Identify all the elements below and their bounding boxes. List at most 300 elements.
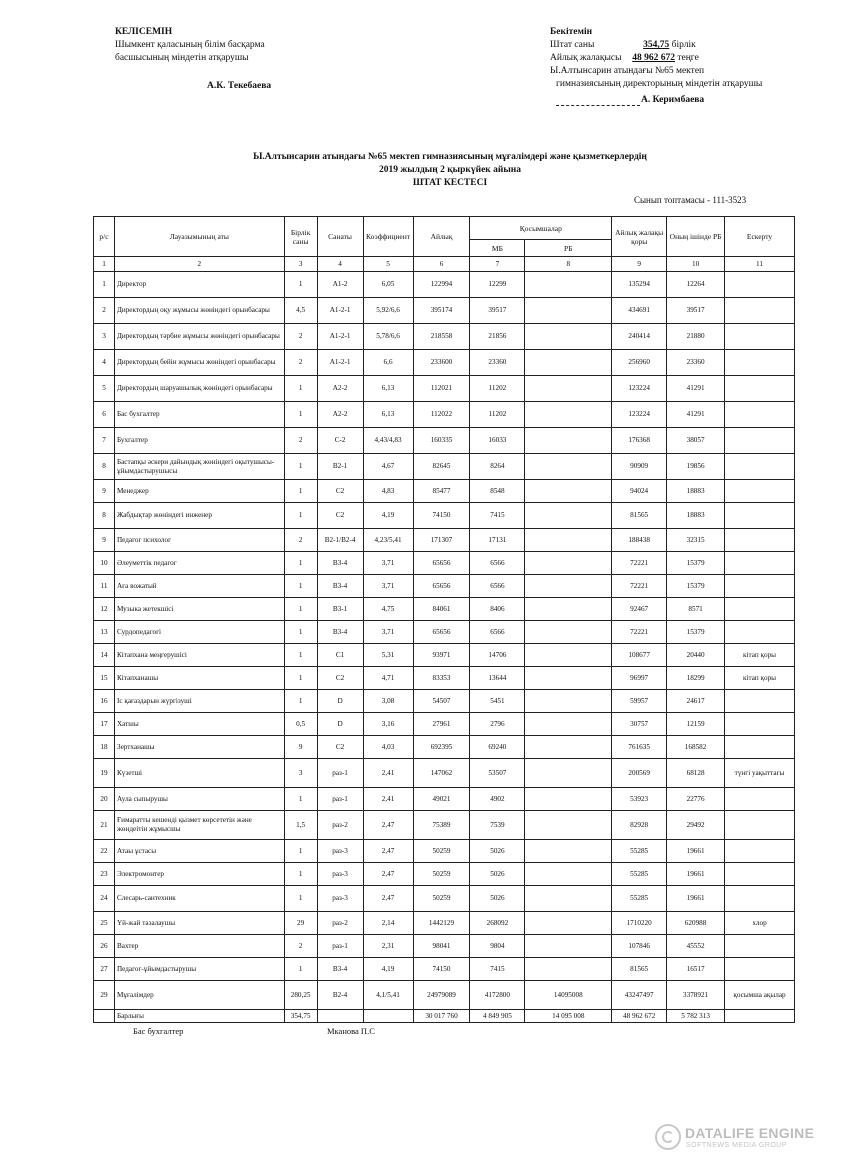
category-cell: А1-2-1 bbox=[317, 350, 363, 376]
rb-total-cell: 68128 bbox=[667, 759, 725, 788]
approval-left-title: КЕЛІСЕМІН bbox=[115, 27, 173, 37]
rb-total-cell: 21880 bbox=[667, 324, 725, 350]
total-monthly-cell: 43247497 bbox=[612, 981, 667, 1010]
table-row bbox=[94, 272, 795, 298]
table-row bbox=[94, 552, 795, 575]
total-monthly-cell: 72221 bbox=[612, 575, 667, 598]
table-row bbox=[94, 324, 795, 350]
coefficient-cell: 6,6 bbox=[363, 350, 413, 376]
rb-cell bbox=[525, 840, 612, 863]
total-monthly-cell: 55285 bbox=[612, 840, 667, 863]
units-cell: 1 bbox=[284, 788, 317, 811]
row-num: 29 bbox=[94, 981, 115, 1010]
coefficient-cell: 2,41 bbox=[363, 759, 413, 788]
rb-total-cell: 16517 bbox=[667, 958, 725, 981]
col-header-category: Санаты bbox=[317, 217, 363, 257]
rb-cell bbox=[525, 454, 612, 480]
table-row bbox=[94, 863, 795, 886]
rb-total-cell: 32315 bbox=[667, 529, 725, 552]
position-cell: Аға вожатый bbox=[114, 575, 284, 598]
row-num: 7 bbox=[94, 428, 115, 454]
note-cell bbox=[725, 713, 795, 736]
rb-cell bbox=[525, 759, 612, 788]
rb-total-cell: 45552 bbox=[667, 935, 725, 958]
coefficient-cell: 5,78/6,6 bbox=[363, 324, 413, 350]
column-number-cell: 7 bbox=[470, 257, 525, 272]
category-cell: С2 bbox=[317, 480, 363, 503]
tariff-note: Сынып топтамасы - 111-3523 bbox=[634, 195, 747, 205]
col-header-rb-total: Оның ішінде РБ bbox=[667, 217, 725, 257]
col-header-position: Лауазымының аты bbox=[114, 217, 284, 257]
mb-cell: 8548 bbox=[470, 480, 525, 503]
table-row bbox=[94, 644, 795, 667]
rb-total-cell: 19856 bbox=[667, 454, 725, 480]
position-cell: Педагог-ұйымдастырушы bbox=[114, 958, 284, 981]
table-row bbox=[94, 454, 795, 480]
row-num: 18 bbox=[94, 736, 115, 759]
coefficient-cell: 3,16 bbox=[363, 713, 413, 736]
approval-left-line2: Шымкент қаласының білім басқарма bbox=[115, 40, 265, 50]
note-cell bbox=[725, 935, 795, 958]
units-cell: 1 bbox=[284, 621, 317, 644]
table-row bbox=[94, 598, 795, 621]
rb-cell bbox=[525, 912, 612, 935]
position-cell: Іс қағаздарын жүргізуші bbox=[114, 690, 284, 713]
units-cell: 1 bbox=[284, 272, 317, 298]
column-number-cell: 6 bbox=[413, 257, 470, 272]
mb-cell: 13644 bbox=[470, 667, 525, 690]
units-cell: 1 bbox=[284, 886, 317, 912]
row-num: 3 bbox=[94, 324, 115, 350]
position-cell: Бастапқы әскери дайындық жөніндегі оқытушысы-ұйымдастырушысы bbox=[114, 454, 284, 480]
row-num: 6 bbox=[94, 402, 115, 428]
category-cell: раз-3 bbox=[317, 840, 363, 863]
units-cell: 1 bbox=[284, 454, 317, 480]
salary-cell: 82645 bbox=[413, 454, 470, 480]
row-num: 26 bbox=[94, 935, 115, 958]
staff-table bbox=[93, 216, 795, 1023]
coefficient-cell: 3,71 bbox=[363, 621, 413, 644]
column-number-cell: 9 bbox=[612, 257, 667, 272]
units-cell: 1 bbox=[284, 552, 317, 575]
rb-total-cell: 18299 bbox=[667, 667, 725, 690]
rb-total-cell: 22776 bbox=[667, 788, 725, 811]
units-cell: 2 bbox=[284, 935, 317, 958]
salary-cell: 50259 bbox=[413, 840, 470, 863]
rb-total-cell: 15379 bbox=[667, 621, 725, 644]
position-cell: Директордың бейін жұмысы жөніндегі орынбасары bbox=[114, 350, 284, 376]
salary-cell: 50259 bbox=[413, 886, 470, 912]
row-num: 4 bbox=[94, 350, 115, 376]
rb-cell bbox=[525, 503, 612, 529]
column-number-cell: 2 bbox=[114, 257, 284, 272]
note-cell bbox=[725, 529, 795, 552]
note-cell bbox=[725, 958, 795, 981]
units-cell: 1 bbox=[284, 690, 317, 713]
units-cell: 29 bbox=[284, 912, 317, 935]
salary-cell: 395174 bbox=[413, 298, 470, 324]
total-monthly-cell: 176368 bbox=[612, 428, 667, 454]
mb-cell: 7415 bbox=[470, 958, 525, 981]
row-num: 13 bbox=[94, 621, 115, 644]
col-header-units: Бірлік саны bbox=[284, 217, 317, 257]
category-cell: С1 bbox=[317, 644, 363, 667]
units-cell: 1 bbox=[284, 376, 317, 402]
row-num: 11 bbox=[94, 575, 115, 598]
salary-cell: 147062 bbox=[413, 759, 470, 788]
document-title bbox=[150, 151, 750, 190]
salary-cell: 85477 bbox=[413, 480, 470, 503]
units-cell: 1 bbox=[284, 402, 317, 428]
position-cell: Күзетші bbox=[114, 759, 284, 788]
rb-cell: 14095008 bbox=[525, 981, 612, 1010]
position-cell: Мұғалімдер bbox=[114, 981, 284, 1010]
units-cell: 0,5 bbox=[284, 713, 317, 736]
salary-fund-line bbox=[550, 52, 800, 65]
rb-total-cell: 41291 bbox=[667, 376, 725, 402]
coefficient-cell: 3,08 bbox=[363, 690, 413, 713]
mb-cell: 12299 bbox=[470, 272, 525, 298]
mb-cell: 11202 bbox=[470, 376, 525, 402]
rb-cell bbox=[525, 690, 612, 713]
coefficient-cell: 2,14 bbox=[363, 912, 413, 935]
coefficient-cell: 2,41 bbox=[363, 788, 413, 811]
approval-left-signer: А.К. Текебаева bbox=[207, 81, 272, 91]
total-monthly-cell: 92467 bbox=[612, 598, 667, 621]
col-header-additions: Қосымшалар bbox=[470, 217, 612, 240]
row-num: 12 bbox=[94, 598, 115, 621]
mb-cell: 5026 bbox=[470, 863, 525, 886]
rb-cell bbox=[525, 935, 612, 958]
table-row bbox=[94, 402, 795, 428]
units-cell: 2 bbox=[284, 428, 317, 454]
table-row bbox=[94, 667, 795, 690]
column-number-cell: 5 bbox=[363, 257, 413, 272]
rb-total-cell: 20440 bbox=[667, 644, 725, 667]
units-cell: 1 bbox=[284, 863, 317, 886]
coefficient-cell: 2,47 bbox=[363, 886, 413, 912]
total-monthly-cell: 107846 bbox=[612, 935, 667, 958]
position-cell: Аула сыпырушы bbox=[114, 788, 284, 811]
category-cell: В3-4 bbox=[317, 958, 363, 981]
row-num: 23 bbox=[94, 863, 115, 886]
total-empty bbox=[725, 1010, 795, 1023]
rb-cell bbox=[525, 713, 612, 736]
rb-cell bbox=[525, 886, 612, 912]
col-header-rb: РБ bbox=[525, 240, 612, 257]
row-num: 15 bbox=[94, 667, 115, 690]
position-cell: Әлеуметтік педагог bbox=[114, 552, 284, 575]
note-cell: кітап қоры bbox=[725, 667, 795, 690]
rb-cell bbox=[525, 298, 612, 324]
rb-cell bbox=[525, 736, 612, 759]
coefficient-cell: 6,13 bbox=[363, 402, 413, 428]
salary-cell: 1442129 bbox=[413, 912, 470, 935]
position-cell: Директордың тәрбие жұмысы жөніндегі орынбасары bbox=[114, 324, 284, 350]
rb-total-cell: 24617 bbox=[667, 690, 725, 713]
units-cell: 1 bbox=[284, 575, 317, 598]
staff-count-value: 354,75 bbox=[643, 40, 670, 50]
total-salary: 30 017 760 bbox=[413, 1010, 470, 1023]
position-cell: Жабдықтар жөніндегі инженер bbox=[114, 503, 284, 529]
total-empty bbox=[363, 1010, 413, 1023]
footer-chief-accountant-label: Бас бухгалтер bbox=[133, 1026, 184, 1036]
note-cell bbox=[725, 272, 795, 298]
coefficient-cell: 5,92/6,6 bbox=[363, 298, 413, 324]
rb-cell bbox=[525, 376, 612, 402]
rb-total-cell: 18883 bbox=[667, 503, 725, 529]
rb-total-cell: 19661 bbox=[667, 886, 725, 912]
title-line3: ШТАТ КЕСТЕСІ bbox=[412, 178, 488, 188]
column-number-cell: 8 bbox=[525, 257, 612, 272]
total-monthly-cell: 123224 bbox=[612, 376, 667, 402]
salary-cell: 218558 bbox=[413, 324, 470, 350]
staff-count-unit: бірлік bbox=[671, 40, 696, 50]
salary-cell: 49021 bbox=[413, 788, 470, 811]
mb-cell: 39517 bbox=[470, 298, 525, 324]
rb-total-cell: 19661 bbox=[667, 840, 725, 863]
category-cell: В2-4 bbox=[317, 981, 363, 1010]
salary-cell: 84061 bbox=[413, 598, 470, 621]
category-cell: раз-1 bbox=[317, 759, 363, 788]
mb-cell: 5026 bbox=[470, 840, 525, 863]
row-num: 17 bbox=[94, 713, 115, 736]
note-cell bbox=[725, 863, 795, 886]
approval-left-line3: басшысының міндетін атқарушы bbox=[115, 53, 249, 63]
table-row bbox=[94, 713, 795, 736]
note-cell: хлор bbox=[725, 912, 795, 935]
mb-cell: 9804 bbox=[470, 935, 525, 958]
coefficient-cell: 3,71 bbox=[363, 552, 413, 575]
coefficient-cell: 4,67 bbox=[363, 454, 413, 480]
category-cell: В2-1 bbox=[317, 454, 363, 480]
row-num: 8 bbox=[94, 454, 115, 480]
units-cell: 1 bbox=[284, 667, 317, 690]
units-cell: 1 bbox=[284, 480, 317, 503]
total-monthly-cell: 434691 bbox=[612, 298, 667, 324]
rb-total-cell: 39517 bbox=[667, 298, 725, 324]
total-monthly-cell: 188438 bbox=[612, 529, 667, 552]
watermark-line2: SOFTNEWS MEDIA GROUP bbox=[686, 1142, 788, 1149]
note-cell bbox=[725, 324, 795, 350]
total-row bbox=[94, 1010, 795, 1023]
rb-total-cell: 41291 bbox=[667, 402, 725, 428]
row-num: 2 bbox=[94, 298, 115, 324]
row-num: 24 bbox=[94, 886, 115, 912]
salary-cell: 65656 bbox=[413, 552, 470, 575]
coefficient-cell: 4,23/5,41 bbox=[363, 529, 413, 552]
rb-cell bbox=[525, 788, 612, 811]
mb-cell: 17131 bbox=[470, 529, 525, 552]
coefficient-cell: 2,31 bbox=[363, 935, 413, 958]
row-num: 21 bbox=[94, 811, 115, 840]
mb-cell: 5451 bbox=[470, 690, 525, 713]
col-header-salary: Айлық bbox=[413, 217, 470, 257]
coefficient-cell: 6,13 bbox=[363, 376, 413, 402]
mb-cell: 8264 bbox=[470, 454, 525, 480]
table-row bbox=[94, 690, 795, 713]
row-num: 16 bbox=[94, 690, 115, 713]
salary-cell: 65656 bbox=[413, 575, 470, 598]
position-cell: Атаы ұстасы bbox=[114, 840, 284, 863]
position-cell: Менеджер bbox=[114, 480, 284, 503]
position-cell: Вахтер bbox=[114, 935, 284, 958]
rb-cell bbox=[525, 402, 612, 428]
note-cell bbox=[725, 480, 795, 503]
total-monthly-cell: 90909 bbox=[612, 454, 667, 480]
total-monthly-cell: 123224 bbox=[612, 402, 667, 428]
total-empty bbox=[94, 1010, 115, 1023]
rb-cell bbox=[525, 863, 612, 886]
note-cell bbox=[725, 454, 795, 480]
coefficient-cell: 4,19 bbox=[363, 503, 413, 529]
units-cell: 2 bbox=[284, 529, 317, 552]
rb-cell bbox=[525, 621, 612, 644]
mb-cell: 6566 bbox=[470, 575, 525, 598]
watermark-line1: DATALIFE ENGINE bbox=[685, 1125, 815, 1141]
note-cell bbox=[725, 690, 795, 713]
table-row bbox=[94, 759, 795, 788]
total-monthly-cell: 81565 bbox=[612, 503, 667, 529]
rb-cell bbox=[525, 272, 612, 298]
rb-total-cell: 19661 bbox=[667, 863, 725, 886]
column-number-cell: 3 bbox=[284, 257, 317, 272]
total-monthly-cell: 72221 bbox=[612, 552, 667, 575]
salary-cell: 75389 bbox=[413, 811, 470, 840]
category-cell: С-2 bbox=[317, 428, 363, 454]
note-cell bbox=[725, 350, 795, 376]
table-row bbox=[94, 575, 795, 598]
position-cell: Бас бухгалтер bbox=[114, 402, 284, 428]
row-num: 14 bbox=[94, 644, 115, 667]
units-cell: 1,5 bbox=[284, 811, 317, 840]
rb-cell bbox=[525, 324, 612, 350]
col-header-num: р/с bbox=[94, 217, 115, 257]
table-row bbox=[94, 529, 795, 552]
datalife-logo-icon bbox=[655, 1124, 681, 1150]
units-cell: 1 bbox=[284, 958, 317, 981]
row-num: 25 bbox=[94, 912, 115, 935]
rb-total-cell: 38057 bbox=[667, 428, 725, 454]
category-cell: раз-2 bbox=[317, 811, 363, 840]
position-cell: Слесарь-сантехник bbox=[114, 886, 284, 912]
rb-cell bbox=[525, 958, 612, 981]
approval-right-line4: Ы.Алтынсарин атындағы №65 мектеп bbox=[550, 66, 705, 76]
row-num: 20 bbox=[94, 788, 115, 811]
rb-cell bbox=[525, 350, 612, 376]
note-cell bbox=[725, 503, 795, 529]
position-cell: Директордың оқу жұмысы жөніндегі орынбасары bbox=[114, 298, 284, 324]
coefficient-cell: 4,71 bbox=[363, 667, 413, 690]
total-monthly-cell: 200569 bbox=[612, 759, 667, 788]
salary-cell: 112021 bbox=[413, 376, 470, 402]
category-cell: раз-3 bbox=[317, 886, 363, 912]
note-cell bbox=[725, 552, 795, 575]
total-monthly: 48 962 672 bbox=[612, 1010, 667, 1023]
coefficient-cell: 4,19 bbox=[363, 958, 413, 981]
position-cell: Педагог психолог bbox=[114, 529, 284, 552]
approval-right-line5: гимназиясының директорының міндетін атқарушы bbox=[556, 79, 763, 89]
position-cell: Үй-жай тазалаушы bbox=[114, 912, 284, 935]
total-monthly-cell: 72221 bbox=[612, 621, 667, 644]
mb-cell: 6566 bbox=[470, 621, 525, 644]
salary-fund-label: Айлық жалақысы bbox=[550, 53, 622, 63]
total-monthly-cell: 761635 bbox=[612, 736, 667, 759]
coefficient-cell: 4,1/5,41 bbox=[363, 981, 413, 1010]
mb-cell: 4902 bbox=[470, 788, 525, 811]
row-num: 19 bbox=[94, 759, 115, 788]
category-cell: В3-4 bbox=[317, 621, 363, 644]
table-row bbox=[94, 912, 795, 935]
rb-total-cell: 18883 bbox=[667, 480, 725, 503]
mb-cell: 11202 bbox=[470, 402, 525, 428]
salary-cell: 54507 bbox=[413, 690, 470, 713]
position-cell: Ғимаратты кешенді қызмет көрсететін және жөндеітін жұмысшы bbox=[114, 811, 284, 840]
total-monthly-cell: 96997 bbox=[612, 667, 667, 690]
table-row bbox=[94, 840, 795, 863]
total-label: Барлығы bbox=[114, 1010, 284, 1023]
position-cell: Электромонтер bbox=[114, 863, 284, 886]
col-header-coefficient: Коэффициент bbox=[363, 217, 413, 257]
total-monthly-cell: 59957 bbox=[612, 690, 667, 713]
note-cell bbox=[725, 840, 795, 863]
rb-cell bbox=[525, 428, 612, 454]
row-num: 1 bbox=[94, 272, 115, 298]
table-row bbox=[94, 376, 795, 402]
total-monthly-cell: 256960 bbox=[612, 350, 667, 376]
mb-cell: 8406 bbox=[470, 598, 525, 621]
row-num: 5 bbox=[94, 376, 115, 402]
coefficient-cell: 2,47 bbox=[363, 840, 413, 863]
salary-cell: 27961 bbox=[413, 713, 470, 736]
units-cell: 1 bbox=[284, 598, 317, 621]
note-cell bbox=[725, 598, 795, 621]
total-empty bbox=[317, 1010, 363, 1023]
salary-cell: 233600 bbox=[413, 350, 470, 376]
units-cell: 1 bbox=[284, 503, 317, 529]
salary-cell: 74150 bbox=[413, 503, 470, 529]
salary-fund-unit: теңге bbox=[677, 53, 699, 63]
category-cell: С2 bbox=[317, 503, 363, 529]
column-number-cell: 10 bbox=[667, 257, 725, 272]
approval-right-title: Бекітемін bbox=[550, 27, 593, 37]
table-row bbox=[94, 298, 795, 324]
salary-cell: 98041 bbox=[413, 935, 470, 958]
mb-cell: 7415 bbox=[470, 503, 525, 529]
position-cell: Кітапхана меңгерушісі bbox=[114, 644, 284, 667]
mb-cell: 5026 bbox=[470, 886, 525, 912]
category-cell: А1-2-1 bbox=[317, 298, 363, 324]
note-cell bbox=[725, 736, 795, 759]
total-monthly-cell: 81565 bbox=[612, 958, 667, 981]
column-numbers-row bbox=[94, 257, 795, 272]
coefficient-cell: 3,71 bbox=[363, 575, 413, 598]
position-cell: Директор bbox=[114, 272, 284, 298]
category-cell: раз-2 bbox=[317, 912, 363, 935]
note-cell bbox=[725, 811, 795, 840]
rb-cell bbox=[525, 667, 612, 690]
table-row bbox=[94, 503, 795, 529]
category-cell: В3-4 bbox=[317, 552, 363, 575]
coefficient-cell: 4,75 bbox=[363, 598, 413, 621]
row-num: 10 bbox=[94, 552, 115, 575]
units-cell: 4,5 bbox=[284, 298, 317, 324]
salary-cell: 160335 bbox=[413, 428, 470, 454]
rb-total-cell: 168582 bbox=[667, 736, 725, 759]
table-row bbox=[94, 811, 795, 840]
coefficient-cell: 4,43/4,83 bbox=[363, 428, 413, 454]
units-cell: 9 bbox=[284, 736, 317, 759]
